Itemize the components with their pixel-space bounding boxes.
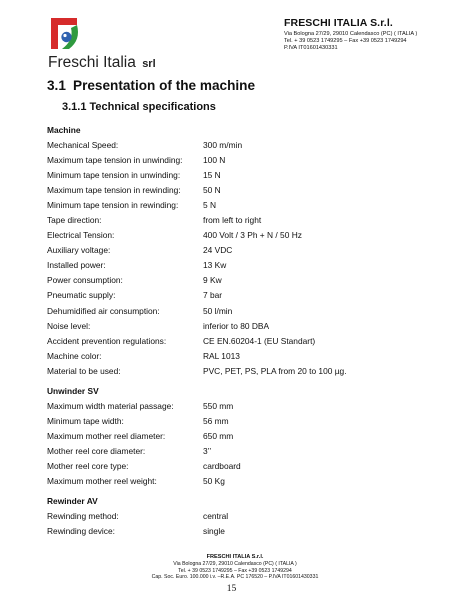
logo-mark-icon [47, 16, 85, 52]
spec-value: central [203, 511, 229, 521]
spec-label: Maximum width material passage: [47, 401, 174, 411]
spec-row [47, 334, 427, 349]
spec-label: Minimum tape tension in rewinding: [47, 200, 179, 211]
company-name: FRESCHI ITALIA S.r.l. [284, 17, 393, 29]
spec-label: Rewinding method: [47, 511, 119, 521]
spec-label: Mother reel core type: [47, 461, 129, 472]
spec-row [47, 183, 427, 198]
spec-row [47, 153, 427, 168]
spec-label: Tape direction: [47, 215, 102, 226]
logo-wordmark [48, 54, 156, 72]
footer-phone: Tel. + 39 0523 1749295 – Fax +39 0523 1749294 [178, 567, 292, 574]
spec-value: 100 N [203, 155, 226, 166]
spec-label: Maximum mother reel weight: [47, 476, 157, 487]
spec-label: Dehumidified air consumption: [47, 305, 160, 316]
spec-label: Noise level: [47, 320, 91, 331]
spec-value: 50 l/min [203, 305, 233, 316]
spec-row [47, 509, 427, 524]
spec-row [47, 364, 427, 379]
spec-value: 650 mm [203, 431, 234, 442]
spec-label: Electrical Tension: [47, 230, 115, 241]
spec-row [47, 399, 427, 414]
company-info [284, 17, 459, 53]
spec-value: 9 Kw [203, 275, 222, 286]
spec-row [47, 319, 427, 334]
spec-label: Auxiliary voltage: [47, 245, 111, 256]
spec-row [47, 243, 427, 258]
section-heading [47, 78, 255, 93]
spec-label: Accident prevention regulations: [47, 335, 167, 346]
spec-row [47, 288, 427, 303]
spec-value: 24 VDC [203, 245, 233, 256]
spec-label: Installed power: [47, 260, 106, 271]
spec-row [47, 168, 427, 183]
spec-value: 550 mm [203, 401, 234, 411]
spec-value: 56 mm [203, 416, 229, 427]
page-number: 15 [226, 584, 237, 594]
spec-row [47, 138, 427, 153]
spec-label: Maximum mother reel diameter: [47, 431, 166, 442]
unwinder-specs [47, 384, 427, 489]
spec-row [47, 304, 427, 319]
spec-value: CE EN.60204-1 (EU Standart) [203, 335, 316, 346]
subsection-title: Technical specifications [89, 101, 216, 113]
spec-row [47, 228, 427, 243]
spec-row [47, 444, 427, 459]
spec-label: Minimum tape tension in unwinding: [47, 170, 181, 181]
spec-row [47, 213, 427, 228]
spec-value: from left to right [203, 215, 262, 226]
spec-label: Minimum tape width: [47, 416, 124, 427]
page-footer [80, 554, 390, 581]
rewinder-title: Rewinder AV [47, 496, 98, 506]
rewinder-specs [47, 494, 427, 539]
spec-value: 3’’ [203, 446, 212, 457]
spec-value: 50 Kg [203, 476, 225, 487]
spec-value: cardboard [203, 461, 241, 472]
spec-label: Machine color: [47, 350, 102, 361]
spec-label: Power consumption: [47, 275, 123, 286]
spec-row [47, 198, 427, 213]
spec-value: 300 m/min [203, 140, 243, 150]
footer-address: Via Bologna 27/29, 29010 Calendasco (PC) ( ITALIA ) [173, 561, 297, 567]
company-address: Via Bologna 27/29, 29010 Calendasco (PC) ( ITALIA ) [284, 31, 418, 37]
spec-row [47, 524, 427, 539]
spec-row [47, 429, 427, 444]
spec-label: Material to be used: [47, 365, 121, 376]
section-title: Presentation of the machine [73, 78, 256, 93]
section-number: 3.1 [47, 78, 66, 93]
spec-label: Mechanical Speed: [47, 140, 119, 150]
spec-value: 5 N [203, 200, 217, 211]
spec-value: RAL 1013 [203, 350, 240, 361]
spec-value: PVC, PET, PS, PLA from 20 to 100 µg. [203, 365, 347, 376]
spec-value: 400 Volt / 3 Ph + N / 50 Hz [203, 230, 302, 241]
spec-row [47, 273, 427, 288]
spec-value: 13 Kw [203, 260, 227, 271]
spec-label: Mother reel core diameter: [47, 446, 146, 457]
spec-value: inferior to 80 DBA [203, 320, 270, 331]
logo-suffix: srl [142, 58, 156, 70]
spec-row [47, 414, 427, 429]
unwinder-title: Unwinder SV [47, 386, 99, 396]
spec-label: Rewinding device: [47, 526, 115, 537]
spec-row [47, 349, 427, 364]
company-logo [47, 16, 167, 76]
spec-value: 15 N [203, 170, 221, 181]
spec-label: Pneumatic supply: [47, 290, 116, 301]
spec-row [47, 459, 427, 474]
spec-value: single [203, 526, 225, 537]
footer-registration: Cap. Soc. Euro. 100.000 i.v. –R.E.A. PC 176520 – P.IVA IT01601430331 [151, 574, 319, 581]
subsection-number: 3.1.1 [62, 101, 87, 113]
machine-title: Machine [47, 125, 81, 135]
spec-label: Maximum tape tension in rewinding: [47, 185, 181, 196]
company-phone: Tel. + 39 0523 1749295 – Fax +39 0523 1749294 [284, 38, 407, 45]
spec-value: 7 bar [203, 290, 223, 301]
machine-specs [47, 123, 427, 379]
spec-row [47, 474, 427, 489]
subsection-heading [62, 101, 216, 113]
logo-text: Freschi Italia [48, 54, 136, 71]
company-vat: P.IVA IT01601430331 [284, 45, 338, 52]
spec-row [47, 258, 427, 273]
spec-label: Maximum tape tension in unwinding: [47, 155, 183, 166]
footer-company-name: FRESCHI ITALIA S.r.l. [206, 554, 264, 560]
spec-value: 50 N [203, 185, 221, 196]
